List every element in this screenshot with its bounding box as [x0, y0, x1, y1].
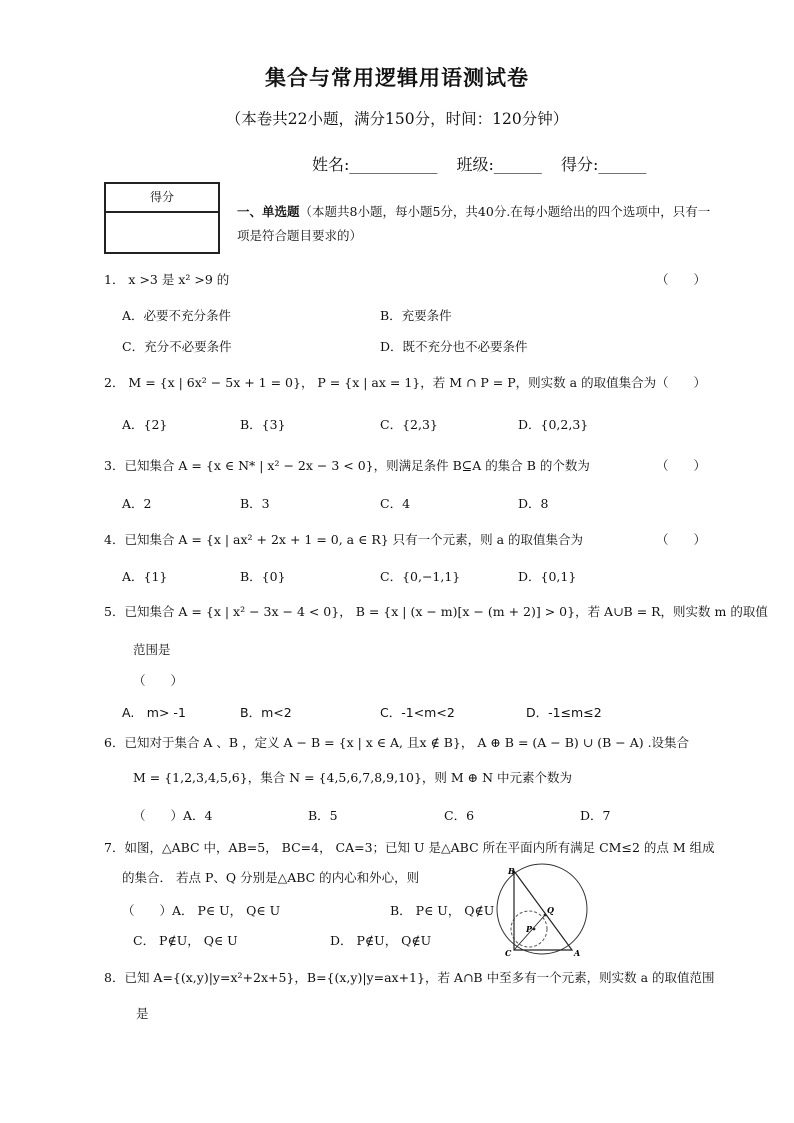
question-6-option-a: （ ）A．4 — [133, 808, 213, 823]
section-description: （本题共8小题，每小题5分，共40分.在每小题给出的四个选项中，只有一项是符合题目要求的） — [237, 204, 711, 243]
section-heading — [237, 200, 717, 248]
label-b: B — [508, 866, 515, 876]
question-7-option-c: C． P∉U， Q∈ U — [133, 933, 238, 948]
question-1-option-b: B．充要条件 — [380, 308, 452, 323]
page-title: 集合与常用逻辑用语测试卷 — [265, 65, 529, 90]
question-5-option-d: D．-1≤m≤2 — [526, 705, 602, 720]
question-3-option-d: D．8 — [518, 496, 549, 511]
question-4-stem: 4．已知集合 A = {x | ax² + 2x + 1 = 0, a ∈ R} 只有一个元素，则 a 的取值集合为 — [104, 532, 584, 547]
label-q: Q — [547, 905, 554, 915]
question-4-option-a: A．{1} — [122, 569, 168, 584]
student-info-line — [312, 152, 660, 175]
question-4-answer-paren: （ ） — [656, 532, 707, 547]
question-3-stem: 3．已知集合 A = {x ∈ N* | x² − 2x − 3 < 0}，则满足条件 B⊆A 的集合 B 的个数为 — [104, 458, 590, 473]
question-2-answer-paren: （ ） — [656, 375, 707, 390]
question-8-stem-line-2: 是 — [136, 1006, 149, 1021]
question-1-option-c: C．充分不必要条件 — [122, 339, 232, 354]
question-5-option-b: B．m<2 — [240, 705, 292, 720]
question-5-answer-paren: （ ） — [133, 673, 184, 688]
point-p-dot — [533, 928, 536, 931]
question-5-option-a: A. m> -1 — [122, 705, 186, 720]
question-4-option-d: D．{0,1} — [518, 569, 577, 584]
question-1-answer-paren: （ ） — [656, 272, 707, 287]
class-field-label: 班级:______ — [456, 155, 542, 174]
question-2-option-d: D．{0,2,3} — [518, 417, 589, 432]
question-3-option-a: A．2 — [122, 496, 152, 511]
question-6-option-c: C．6 — [444, 808, 475, 823]
question-3-option-c: C．4 — [380, 496, 411, 511]
question-3-option-b: B．3 — [240, 496, 270, 511]
score-box — [104, 182, 220, 254]
triangle-abc — [514, 871, 572, 950]
question-1-option-d: D．既不充分也不必要条件 — [380, 339, 528, 354]
question-1-option-a: A．必要不充分条件 — [122, 308, 232, 323]
question-5-stem-line-1: 5．已知集合 A = {x | x² − 3x − 4 < 0}， B = {x | (x − m)[x − (m + 2)] > 0}，若 A∪B = R，则实数 m 的取值 — [104, 604, 768, 619]
question-1-stem: 1． x >3 是 x² >9 的 — [104, 272, 230, 287]
exam-subtitle: （本卷共22小题，满分150分，时间：120分钟） — [225, 110, 569, 128]
question-7-option-a: （ ）A． P∈ U， Q∈ U — [122, 903, 281, 918]
question-2-option-b: B．{3} — [240, 417, 286, 432]
question-4-option-c: C．{0,−1,1} — [380, 569, 461, 584]
question-5-option-c: C．-1<m<2 — [380, 705, 455, 720]
question-2-option-c: C．{2,3} — [380, 417, 438, 432]
label-p: P — [526, 924, 533, 934]
triangle-circle-figure — [490, 862, 590, 958]
name-field-label: 姓名:___________ — [312, 155, 438, 174]
question-4-option-b: B．{0} — [240, 569, 286, 584]
question-7-stem-line-2: 的集合． 若点 P、Q 分别是△ABC 的内心和外心，则 — [122, 870, 420, 885]
question-7-option-b: B． P∈ U， Q∉U — [390, 903, 495, 918]
question-6-option-b: B．5 — [308, 808, 338, 823]
question-8-stem-line-1: 8．已知 A={(x,y)|y=x²+2x+5}，B={(x,y)|y=ax+1}，若 A∩B 中至多有一个元素，则实数 a 的取值范围 — [104, 970, 715, 985]
question-5-stem-line-2: 范围是 — [133, 642, 171, 657]
question-6-stem-line-1: 6．已知对于集合 A 、B ，定义 A − B = {x | x ∈ A, 且x ∉ B}， A ⊕ B = (A − B) ∪ (B − A) .设集合 — [104, 735, 690, 750]
question-2-stem: 2． M = {x | 6x² − 5x + 1 = 0}， P = {x | ax = 1}，若 M ∩ P = P，则实数 a 的取值集合为 — [104, 375, 657, 390]
question-3-answer-paren: （ ） — [656, 458, 707, 473]
score-field-label: 得分:______ — [561, 155, 647, 174]
label-c: C — [505, 948, 512, 958]
question-2-option-a: A．{2} — [122, 417, 168, 432]
question-7-option-d: D． P∉U， Q∉U — [330, 933, 432, 948]
section-title: 一、单选题 — [237, 204, 300, 219]
score-box-label: 得分 — [106, 184, 218, 213]
question-7-stem-line-1: 7．如图，△ABC 中，AB=5， BC=4， CA=3；已知 U 是△ABC 所在平面内所有满足 CM≤2 的点 M 组成 — [104, 840, 715, 855]
question-6-stem-line-2: M = {1,2,3,4,5,6}，集合 N = {4,5,6,7,8,9,10}，则 M ⊕ N 中元素个数为 — [133, 770, 573, 785]
point-q-dot — [544, 914, 547, 917]
label-a: A — [574, 948, 581, 958]
question-6-option-d: D．7 — [580, 808, 611, 823]
